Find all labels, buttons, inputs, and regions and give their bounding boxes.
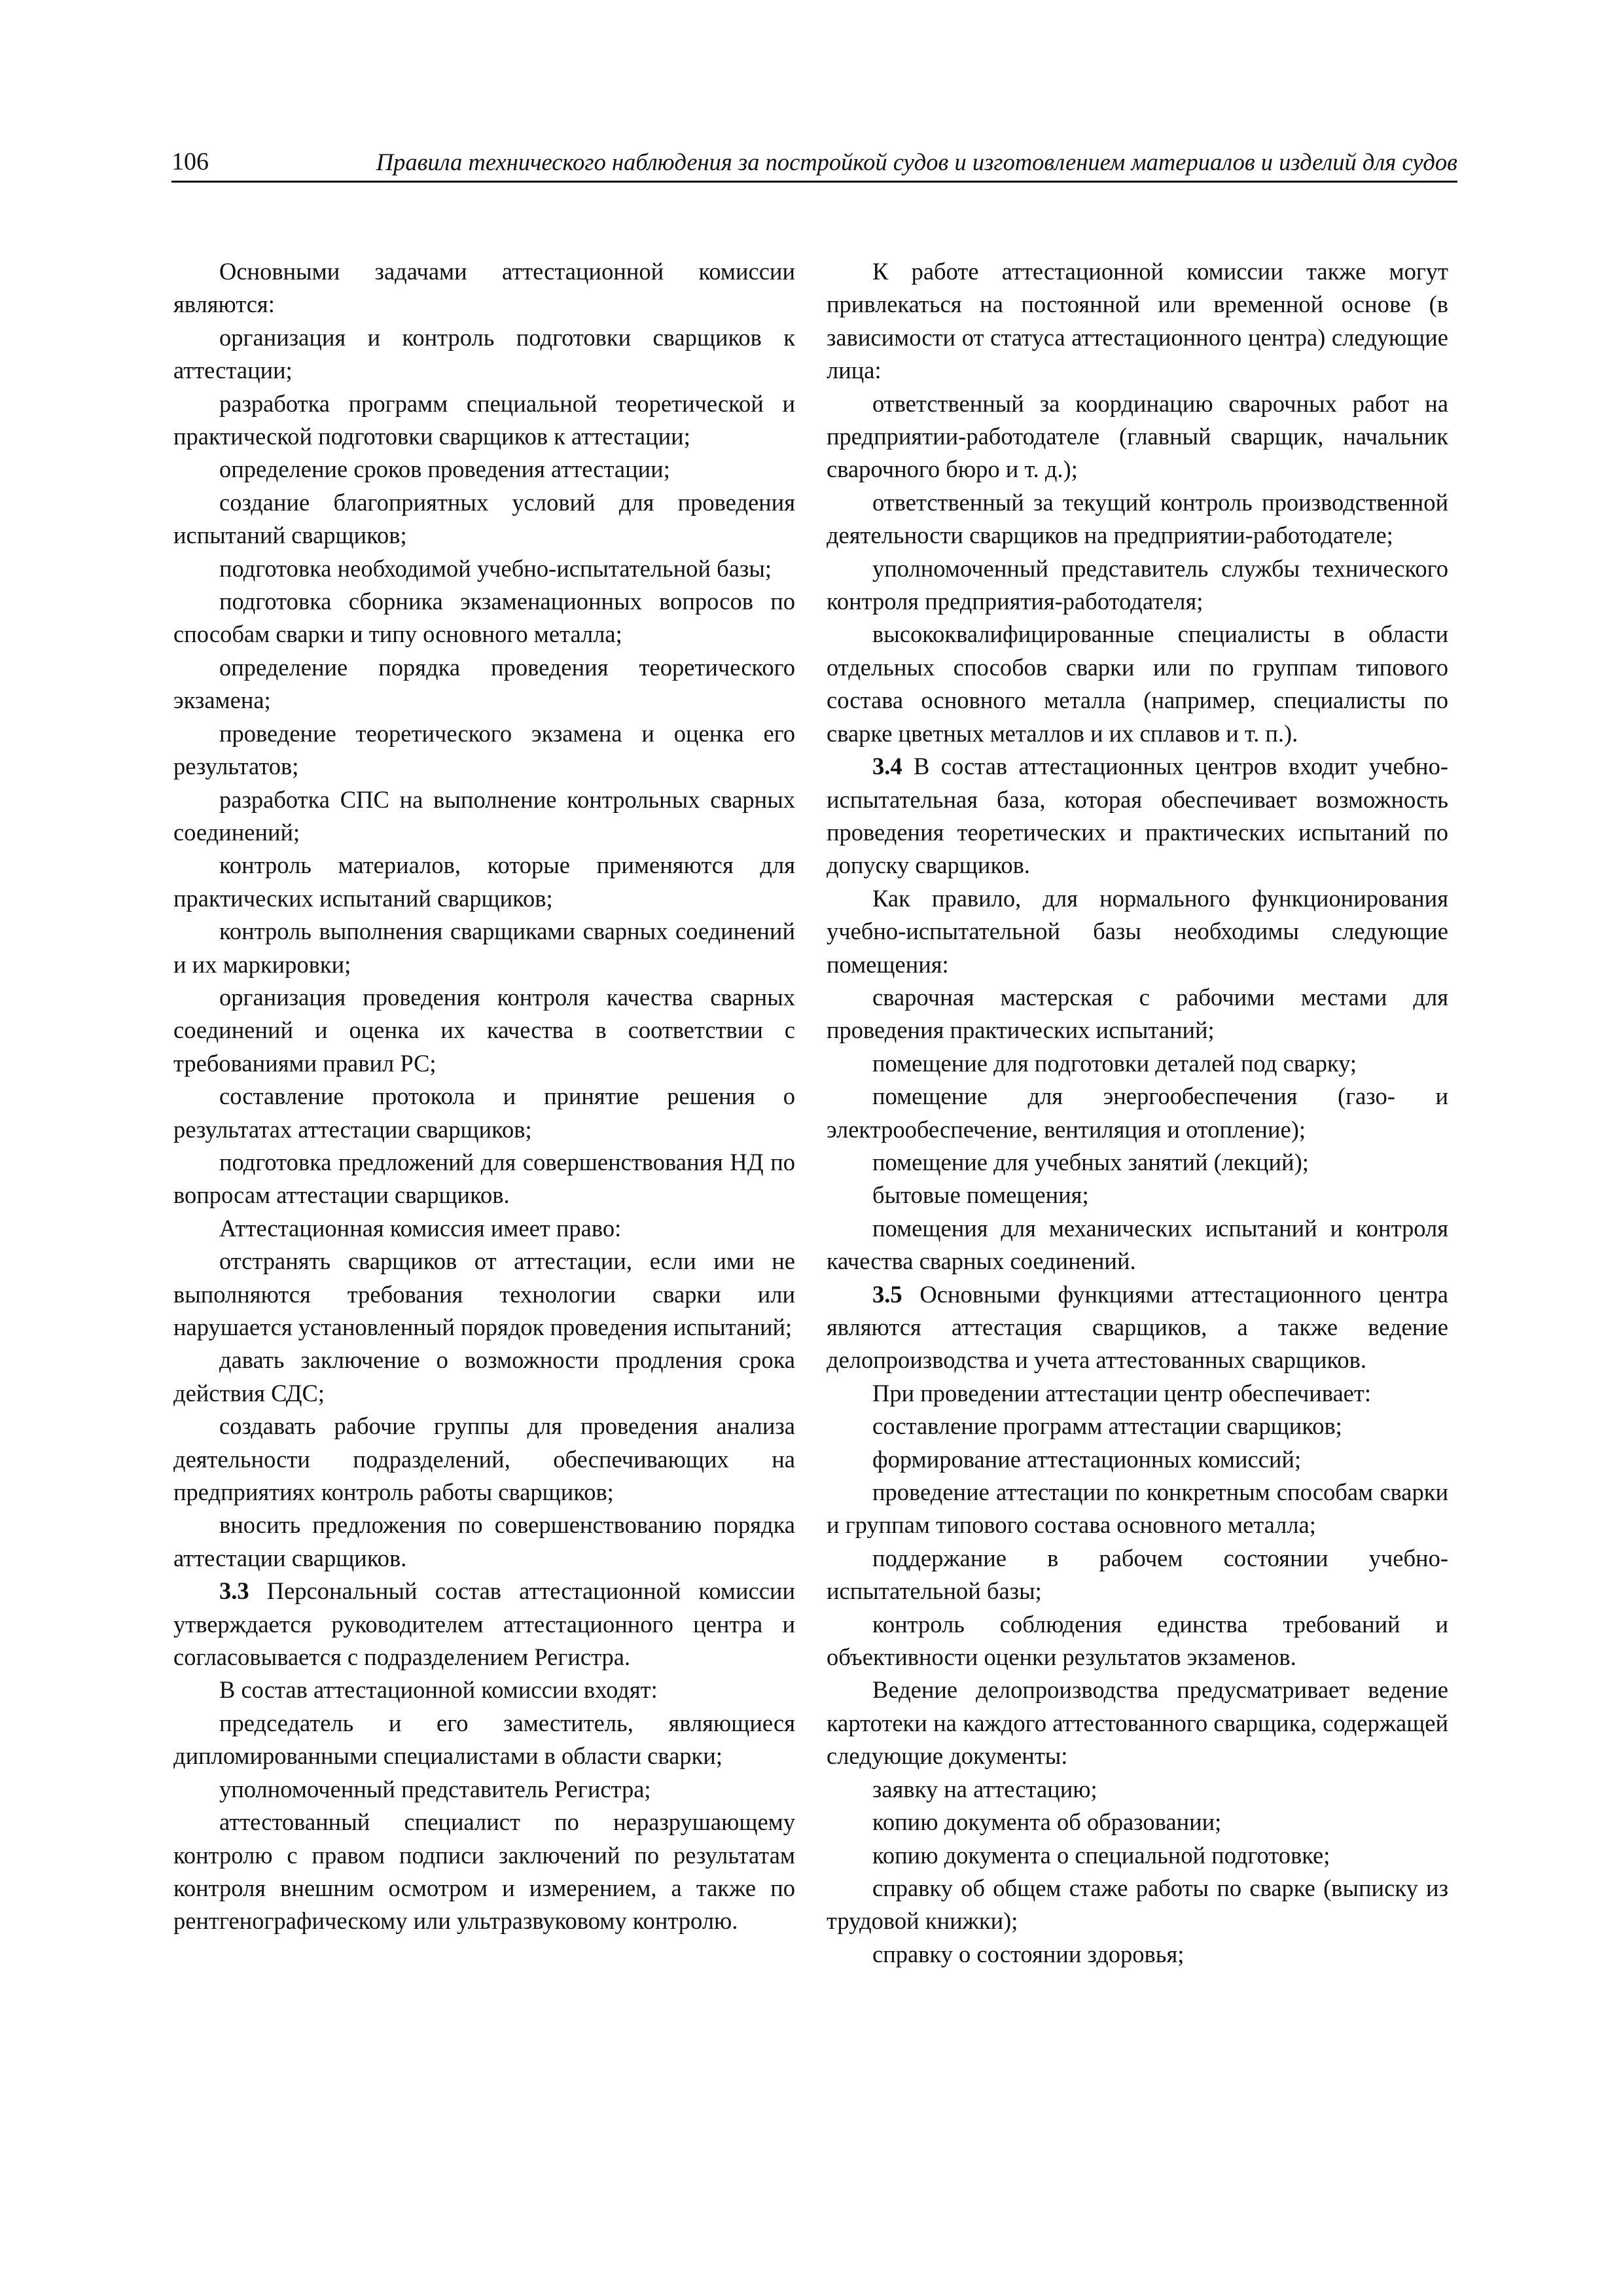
section-number: 3.3 [219,1577,249,1605]
paragraph-text: справку об общем стаже работы по сварке (выписку из трудовой книжки); [827,1874,1448,1935]
paragraph [827,1773,1448,1806]
paragraph-text: организация и контроль подготовки сварщиков к аттестации; [173,323,795,384]
paragraph [827,1410,1448,1443]
paragraph-text: определение порядка проведения теоретического экзамена; [173,653,795,714]
paragraph [173,255,795,321]
paragraph [827,1674,1448,1772]
paragraph-text: В состав аттестационной комиссии входят: [219,1676,658,1704]
paragraph-text: копию документа о специальной подготовке; [872,1841,1330,1869]
paragraph-text: ответственный за координацию сварочных работ на предприятии-работодателе (главный сварщик, начальник сварочного бюро и т. д.); [827,389,1448,483]
paragraph [827,1938,1448,1971]
paragraph-text: проведение теоретического экзамена и оценка его результатов; [173,719,795,780]
paragraph [173,783,795,850]
paragraph-text: сварочная мастерская с рабочими местами для проведения практических испытаний; [827,983,1448,1044]
paragraph-text: формирование аттестационных комиссий; [872,1445,1302,1473]
paragraph [827,1608,1448,1674]
paragraph [827,1047,1448,1080]
paragraph [827,1080,1448,1146]
paragraph-text: Ведение делопроизводства предусматривает ведение картотеки на каждого аттестованного сварщика, содержащей следующие документы: [827,1676,1448,1770]
left-column [173,255,795,1938]
paragraph [827,1377,1448,1410]
paragraph [173,1773,795,1806]
paragraph-text: контроль материалов, которые применяются для практических испытаний сварщиков; [173,852,795,912]
paragraph-text: копию документа об образовании; [872,1808,1222,1836]
paragraph [827,1278,1448,1377]
paragraph [827,1806,1448,1839]
paragraph [173,1146,795,1212]
paragraph [827,1443,1448,1476]
paragraph-text: высококвалифицированные специалисты в области отдельных способов сварки или по группам типового состава основного металла (например, специалисты по сварке цветных металлов и их сплавов и т. п.). [827,620,1448,747]
paragraph-text: создавать рабочие группы для проведения анализа деятельности подразделений, обеспечивающих на предприятиях контроль работы сварщиков; [173,1412,795,1506]
paragraph [827,1839,1448,1872]
section-number: 3.5 [872,1280,902,1308]
paragraph [173,915,795,981]
paragraph-text: контроль соблюдения единства требований и объективности оценки результатов экзаменов. [827,1610,1448,1671]
paragraph [173,1344,795,1410]
paragraph-text: составление программ аттестации сварщиков; [872,1412,1342,1440]
paragraph-text: Основными функциями аттестационного центра являются аттестация сварщиков, а также ведение делопроизводства и учета аттестованных сварщиков. [827,1280,1448,1374]
paragraph-text: Персональный состав аттестационной комиссии утверждается руководителем аттестационного центра и согласовывается с подразделением Регистра. [173,1577,795,1671]
paragraph [827,387,1448,486]
paragraph [827,882,1448,981]
paragraph-text: помещения для механических испытаний и контроля качества сварных соединений. [827,1214,1448,1275]
paragraph-text: заявку на аттестацию; [872,1775,1097,1803]
paragraph [827,255,1448,387]
paragraph [827,486,1448,552]
paragraph [173,1212,795,1245]
paragraph-text: контроль выполнения сварщиками сварных соединений и их маркировки; [173,918,795,978]
paragraph-text: давать заключение о возможности продления срока действия СДС; [173,1346,795,1407]
paragraph [173,1806,795,1938]
paragraph-text: В состав аттестационных центров входит учебно-испытательная база, которая обеспечивает возможность проведения теоретических и практических испытаний по допуску сварщиков. [827,753,1448,879]
paragraph [173,1674,795,1706]
page-number: 106 [171,148,209,175]
paragraph-text: подготовка предложений для совершенствования НД по вопросам аттестации сварщиков. [173,1148,795,1209]
paragraph-text: председатель и его заместитель, являющиеся дипломированными специалистами в области сварки; [173,1709,795,1770]
paragraph [827,1476,1448,1542]
paragraph [173,1509,795,1575]
paragraph [173,387,795,454]
paragraph [173,1410,795,1509]
paragraph-text: отстранять сварщиков от аттестации, если ими не выполняются требования технологии сварки или нарушается установленный порядок проведения испытаний; [173,1247,795,1340]
paragraph [173,1245,795,1344]
paragraph-text: помещение для учебных занятий (лекций); [872,1148,1309,1175]
paragraph [173,552,795,585]
paragraph-text: уполномоченный представитель службы технического контроля предприятия-работодателя; [827,554,1448,615]
paragraph [173,453,795,486]
running-title: Правила технического наблюдения за постройкой судов и изготовлением материалов и изделий для судов [376,148,1457,175]
paragraph [173,849,795,915]
paragraph [173,321,795,387]
paragraph-text: организация проведения контроля качества сварных соединений и оценка их качества в соответствии с требованиями правил РС; [173,983,795,1077]
paragraph-text: ответственный за текущий контроль производственной деятельности сварщиков на предприятии-работодателе; [827,488,1448,549]
paragraph [827,552,1448,619]
paragraph-text: Аттестационная комиссия имеет право: [219,1214,622,1242]
paragraph-text: определение сроков проведения аттестации; [219,456,670,483]
paragraph-text: составление протокола и принятие решения о результатах аттестации сварщиков; [173,1083,795,1143]
paragraph [173,1575,795,1674]
paragraph [173,981,795,1080]
paragraph-text: разработка СПС на выполнение контрольных сварных соединений; [173,785,795,846]
paragraph-text: вносить предложения по совершенствованию порядка аттестации сварщиков. [173,1511,795,1571]
paragraph-text: подготовка сборника экзаменационных вопросов по способам сварки и типу основного металла; [173,588,795,648]
paragraph [827,1179,1448,1211]
paragraph [827,1542,1448,1608]
paragraph [827,1872,1448,1938]
paragraph-text: поддержание в рабочем состоянии учебно-испытательной базы; [827,1544,1448,1605]
paragraph [827,618,1448,750]
paragraph [827,1146,1448,1179]
paragraph-text: аттестованный специалист по неразрушающему контролю с правом подписи заключений по результатам контроля внешним осмотром и измерением, а также по рентгенографическому или ультразвуковому контролю. [173,1808,795,1935]
paragraph [173,486,795,552]
paragraph-text: проведение аттестации по конкретным способам сварки и группам типового состава основного металла; [827,1479,1448,1539]
paragraph [173,585,795,651]
paragraph-text: справку о состоянии здоровья; [872,1940,1185,1967]
paragraph-text: бытовые помещения; [872,1181,1089,1209]
paragraph-text: помещение для подготовки деталей под сварку; [872,1049,1357,1077]
running-header [171,140,1457,183]
paragraph [827,750,1448,882]
paragraph [173,1707,795,1773]
paragraph-text: разработка программ специальной теоретической и практической подготовки сварщиков к аттестации; [173,389,795,450]
paragraph-text: подготовка необходимой учебно-испытательной базы; [219,554,772,582]
paragraph-text: создание благоприятных условий для проведения испытаний сварщиков; [173,488,795,549]
paragraph [173,717,795,783]
paragraph-text: уполномоченный представитель Регистра; [219,1775,651,1803]
paragraph-text: помещение для энергообеспечения (газо- и электрообеспечение, вентиляция и отопление); [827,1083,1448,1143]
right-column [827,255,1448,1971]
paragraph [827,981,1448,1047]
section-number: 3.4 [872,753,902,780]
paragraph-text: Как правило, для нормального функционирования учебно-испытательной базы необходимы следующие помещения: [827,884,1448,978]
paragraph [173,651,795,717]
paragraph [173,1080,795,1146]
paragraph-text: К работе аттестационной комиссии также могут привлекаться на постоянной или временной основе (в зависимости от статуса аттестационного центра) следующие лица: [827,258,1448,384]
paragraph-text: Основными задачами аттестационной комиссии являются: [173,258,795,318]
paragraph [827,1212,1448,1278]
paragraph-text: При проведении аттестации центр обеспечивает: [872,1379,1371,1407]
